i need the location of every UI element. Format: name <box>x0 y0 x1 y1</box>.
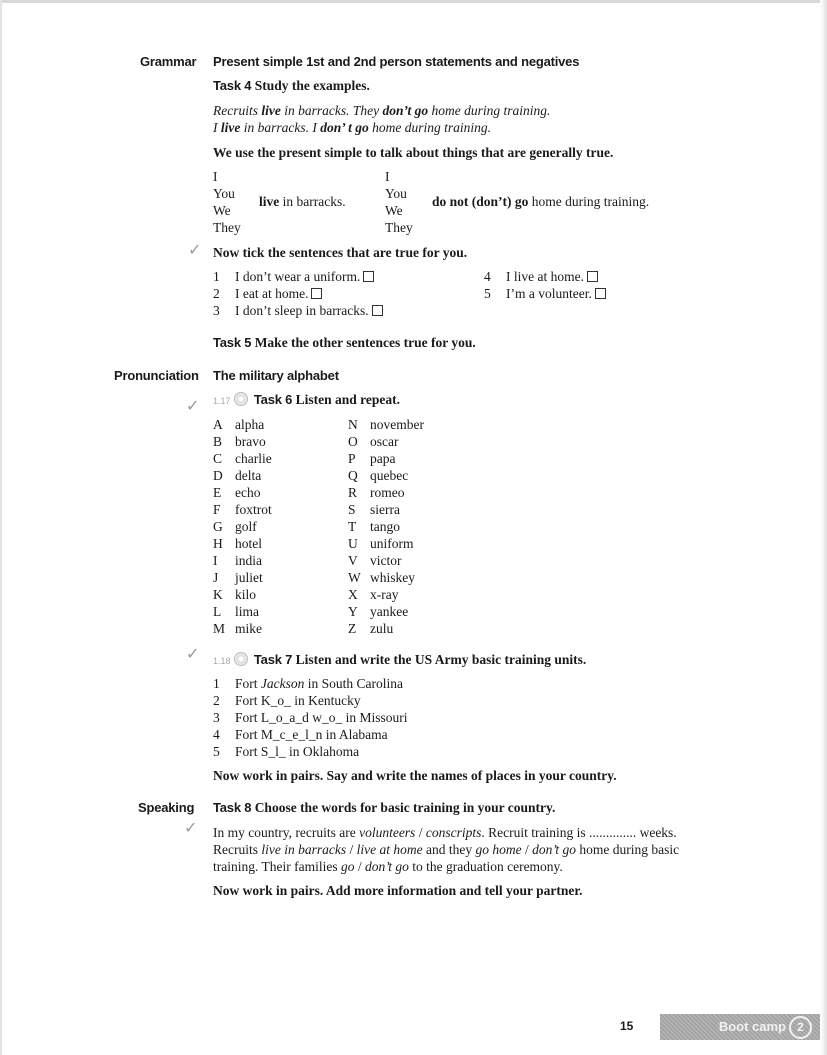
fort-item-1: 1 Fort Jackson in South Carolina <box>213 676 403 691</box>
tick-instruction: Now tick the sentences that are true for you. <box>213 245 468 260</box>
grammar-heading: Present simple 1st and 2nd person statements and negatives <box>213 54 580 69</box>
task7-text: Listen and write the US Army basic training units. <box>295 652 587 667</box>
task6-text: Listen and repeat. <box>295 392 400 407</box>
checkbox-3[interactable] <box>372 305 383 316</box>
audio-cd-icon[interactable] <box>234 392 248 406</box>
alphabet-row: O oscar <box>348 434 399 449</box>
table-right-pronouns: I You We They <box>385 169 413 235</box>
sentence-4: 4 I live at home. <box>484 269 598 285</box>
alphabet-row: D delta <box>213 468 262 483</box>
audio-cd-icon[interactable] <box>234 652 248 666</box>
speaking-paragraph-line-2: Recruits live in barracks / live at home and they go home / don’t go home during basic <box>213 842 680 857</box>
alphabet-row: T tango <box>348 519 400 534</box>
task4-line <box>213 78 370 94</box>
pencil-tick-mark: ✓ <box>186 398 200 415</box>
fort-item-4: 4 Fort M_c_e_l_n in Alabama <box>213 727 388 742</box>
grammar-rule: We use the present simple to talk about things that are generally true. <box>213 145 614 160</box>
alphabet-row: S sierra <box>348 502 400 517</box>
alphabet-row: Z zulu <box>348 621 394 636</box>
alphabet-row: M mike <box>213 621 262 636</box>
alphabet-row: Q quebec <box>348 468 409 483</box>
audio-track-number: 1.18 <box>213 656 231 666</box>
alphabet-row: L lima <box>213 604 259 619</box>
alphabet-row: I india <box>213 553 262 568</box>
speaking-paragraph-line-3: training. Their families go / don’t go to the graduation ceremony. <box>213 859 563 874</box>
table-right-verb: do not (don’t) go home during training. <box>432 194 650 209</box>
checkbox-5[interactable] <box>595 288 606 299</box>
alphabet-row: A alpha <box>213 417 265 432</box>
task4-text: Study the examples. <box>254 78 370 93</box>
unit-number-badge: 2 <box>789 1016 812 1039</box>
unit-title: Boot camp <box>718 1019 786 1034</box>
sentence-2: 2 I eat at home. <box>213 286 322 302</box>
scan-edge-right <box>820 0 827 1055</box>
task5-label: Task 5 <box>213 335 252 350</box>
task6-line <box>213 392 400 408</box>
fort-item-2: 2 Fort K_o_ in Kentucky <box>213 693 361 708</box>
fort-item-5: 5 Fort S_l_ in Oklahoma <box>213 744 360 759</box>
alphabet-row: P papa <box>348 451 396 466</box>
alphabet-row: K kilo <box>213 587 257 602</box>
example-1: Recruits live in barracks. They don’t go home during training. <box>213 103 551 118</box>
fort-item-3: 3 Fort L_o_a_d w_o_ in Missouri <box>213 710 408 725</box>
task8-line <box>213 800 555 816</box>
alphabet-row: Y yankee <box>348 604 409 619</box>
checkbox-1[interactable] <box>363 271 374 282</box>
alphabet-row: N november <box>348 417 424 432</box>
pronunciation-pairs-instruction: Now work in pairs. Say and write the names of places in your country. <box>213 768 617 783</box>
task7-label: Task 7 <box>253 652 293 667</box>
speaking-paragraph-line-1: In my country, recruits are volunteers / conscripts. Recruit training is .............. weeks. <box>213 825 677 840</box>
task5-text: Make the other sentences true for you. <box>254 335 476 350</box>
table-left-verb: live in barracks. <box>259 194 346 209</box>
section-label-pronunciation: Pronunciation <box>114 368 199 383</box>
alphabet-row: G golf <box>213 519 257 534</box>
alphabet-row: F foxtrot <box>213 502 272 517</box>
alphabet-row: U uniform <box>348 536 414 551</box>
table-left-pronouns: I You We They <box>213 169 241 235</box>
task6-label: Task 6 <box>253 392 293 407</box>
section-label-speaking: Speaking <box>138 800 195 815</box>
example-2: I live in barracks. I don’ t go home during training. <box>213 120 492 135</box>
alphabet-row: W whiskey <box>348 570 415 585</box>
alphabet-row: C charlie <box>213 451 272 466</box>
pencil-tick-mark: ✓ <box>188 242 202 259</box>
alphabet-row: V victor <box>348 553 402 568</box>
alphabet-row: H hotel <box>213 536 262 551</box>
sentence-1: 1 I don’t wear a uniform. <box>213 269 374 285</box>
checkbox-4[interactable] <box>587 271 598 282</box>
sentence-5: 5 I’m a volunteer. <box>484 286 606 302</box>
task8-text: Choose the words for basic training in your country. <box>254 800 556 815</box>
alphabet-row: X x-ray <box>348 587 399 602</box>
task4-label: Task 4 <box>213 78 252 93</box>
pronunciation-heading: The military alphabet <box>213 368 339 383</box>
task8-label: Task 8 <box>213 800 252 815</box>
scan-edge-top <box>0 0 827 3</box>
sentence-3: 3 I don’t sleep in barracks. <box>213 303 383 319</box>
checkbox-2[interactable] <box>311 288 322 299</box>
scan-edge-left <box>0 0 2 1055</box>
pencil-tick-mark: ✓ <box>186 646 200 663</box>
alphabet-row: B bravo <box>213 434 266 449</box>
section-label-grammar: Grammar <box>140 54 197 69</box>
audio-track-number: 1.17 <box>213 396 231 406</box>
task5-line <box>213 335 476 351</box>
alphabet-row: E echo <box>213 485 261 500</box>
speaking-pairs-instruction: Now work in pairs. Add more information and tell your partner. <box>213 883 583 898</box>
task7-line <box>213 652 586 668</box>
pencil-tick-mark: ✓ <box>184 820 198 837</box>
unit-banner <box>660 1014 820 1040</box>
alphabet-row: J juliet <box>213 570 263 585</box>
page-number: 15 <box>620 1019 634 1033</box>
alphabet-row: R romeo <box>348 485 405 500</box>
